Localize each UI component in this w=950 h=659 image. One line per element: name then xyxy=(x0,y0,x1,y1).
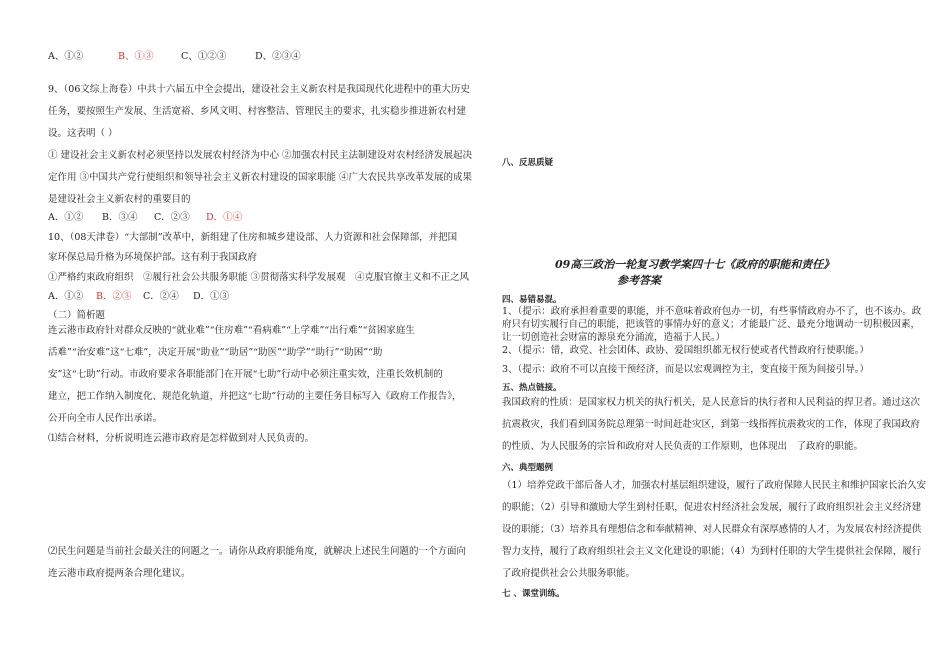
q8-option-d: D、②③④ xyxy=(255,51,301,62)
answer-subtitle: 参考答案 xyxy=(617,274,661,287)
q9-line: 设。这表明（ ） xyxy=(48,128,118,139)
q10-line: 家环保总局升格为环境保护部。这有利于我国政府 xyxy=(48,252,258,263)
q9-line: 定作用 ③中国共产党行使组织和领导社会主义新农村建设的国家职能 ④广大农民共享改革发展的成果 xyxy=(48,172,473,183)
case-line: 活难”“治安难”这“七难”，决定开展“助业”“助居”“助医”“助学”“助行”“助困”“助 xyxy=(48,347,383,358)
sec4-line: 3、（提示：政府不可以直接干预经济，而是以宏观调控为主，变直接干预为间接引导。） xyxy=(502,364,870,375)
q8-option-c: C、①②③ xyxy=(181,51,227,62)
sec4-line: 府只有切实履行自己的职能，把该管的事情办好的意义；才能最广泛、最充分地调动一切积极因素， xyxy=(502,319,921,330)
q9-line: 是建设社会主义新农村的重要目的 xyxy=(48,194,191,205)
q9-options xyxy=(48,212,242,224)
q9-option-d: D．①④ xyxy=(206,212,243,223)
q9-option-c: C．②③ xyxy=(154,212,190,223)
q9-line: 9、（06文综上海卷）中共十六届五中全会提出，建设社会主义新农村是我国现代化进程中的重大历史 xyxy=(48,84,470,95)
q8-option-a: A、①② xyxy=(48,51,84,62)
q8-options xyxy=(48,51,301,63)
sub-question-1: ⑴结合材料，分析说明连云港市政府是怎样做到对人民负责的。 xyxy=(48,433,315,444)
case-line: 建立，把工作纳入制度化、规范化轨道，并把这“七助”行动的主要任务目标写入《政府工作报告》， xyxy=(48,391,462,402)
q10-option-d: D．①③ xyxy=(193,291,230,302)
sec5-line: 的性质、为人民服务的宗旨和政府对人民负责的工作原则，也体现出 了政府的职能。 xyxy=(502,441,864,452)
reflection-heading: 八、反思质疑 xyxy=(502,158,554,168)
q10-options xyxy=(48,291,229,303)
sec6-line: （1）培养党政干部后备人才，加强农村基层组织建设，履行了政府保障人民民主和维护国家长治久安 xyxy=(502,480,927,491)
q10-option-a: A．①② xyxy=(48,291,84,302)
sub-question-2-line: 连云港市政府提两条合理化建议。 xyxy=(48,568,191,579)
sec5-line: 抗震救灾，我们看到国务院总理第一时间赶赴灾区，到第一线指挥抗震救灾的工作，体现了我国政府 xyxy=(502,419,921,430)
case-line: 安”这“七助”行动。市政府要求各职能部门在开展“七助”行动中必须注重实效，注重长效机制的 xyxy=(48,369,443,380)
case-line: 连云港市政府针对群众反映的“就业难”“住房难”“看病难”“上学难”“出行难”“贫困家庭生 xyxy=(48,325,415,336)
sub-question-2-line: ⑵民生问题是当前社会最关注的问题之一。请你从政府职能角度，就解决上述民生问题的一个方面向 xyxy=(48,546,467,557)
answer-title: 09高三政治一轮复习教学案四十七《政府的职能和责任》 xyxy=(555,258,835,271)
sec6-line: 了政府提供社会公共服务职能。 xyxy=(502,568,636,579)
q8-option-b: B、①③ xyxy=(118,51,154,62)
right-page xyxy=(475,0,950,659)
sec4-heading: 四、易错易混。 xyxy=(502,295,562,305)
q9-option-a: A．①② xyxy=(48,212,84,223)
q9-line: ① 建设社会主义新农村必须坚持以发展农村经济为中心 ②加强农村民主法制建设对农村经济发展起决 xyxy=(48,150,473,161)
sec4-line: 让一切创造社会财富的源泉充分涌流，造福于人民。） xyxy=(502,332,726,343)
sec5-heading: 五、热点链接。 xyxy=(502,383,562,393)
sec6-line: 智力支持，履行了政府组织社会主义文化建设的职能；（4）为到村任职的大学生提供社会保障，履行 xyxy=(502,546,922,557)
q10-line: 10、（08天津卷）“大部制”改革中，新组建了住房和城乡建设部、人力资源和社会保障部，并把国 xyxy=(48,232,458,243)
sec5-line: 我国政府的性质：是国家权力机关的执行机关，是人民意旨的执行者和人民利益的捍卫者。通过这次 xyxy=(502,397,921,408)
q9-line: 任务，要按照生产发展、生活宽裕、乡风文明、村容整洁、管理民主的要求，扎实稳步推进新农村建 xyxy=(48,106,467,117)
q10-option-b: B．②③ xyxy=(96,291,132,302)
sec4-line: 2、（提示：错，政党、社会团体、政协、爱国组织都无权行使或者代替政府行使职能。） xyxy=(502,345,870,356)
sec6-line: 设的职能；（3）培养具有理想信念和奉献精神、对人民群众有深厚感情的人才，为发展农村经济提供 xyxy=(502,524,922,535)
sec4-line: 1、（提示：政府承担着重要的职能，并不意味着政府包办一切，有些事情政府办不了，也不该办。政 xyxy=(502,306,922,317)
sec7-heading: 七 、课堂训练。 xyxy=(502,589,565,599)
sec6-heading: 六、典型题例 xyxy=(502,463,554,473)
q9-option-b: B．③④ xyxy=(102,212,138,223)
section2-heading: （二）简析题 xyxy=(48,310,106,321)
q10-line: ①严格约束政府组织 ②履行社会公共服务职能 ③贯彻落实科学发展观 ④克服官僚主义和不正之风 xyxy=(48,272,470,283)
sec6-line: 的职能；（2）引导和激励大学生到村任职，促进农村经济社会发展，履行了政府组织社会主义经济建 xyxy=(502,502,922,513)
case-line: 公开向全市人民作出承诺。 xyxy=(48,413,163,424)
q10-option-c: C．②④ xyxy=(143,291,179,302)
